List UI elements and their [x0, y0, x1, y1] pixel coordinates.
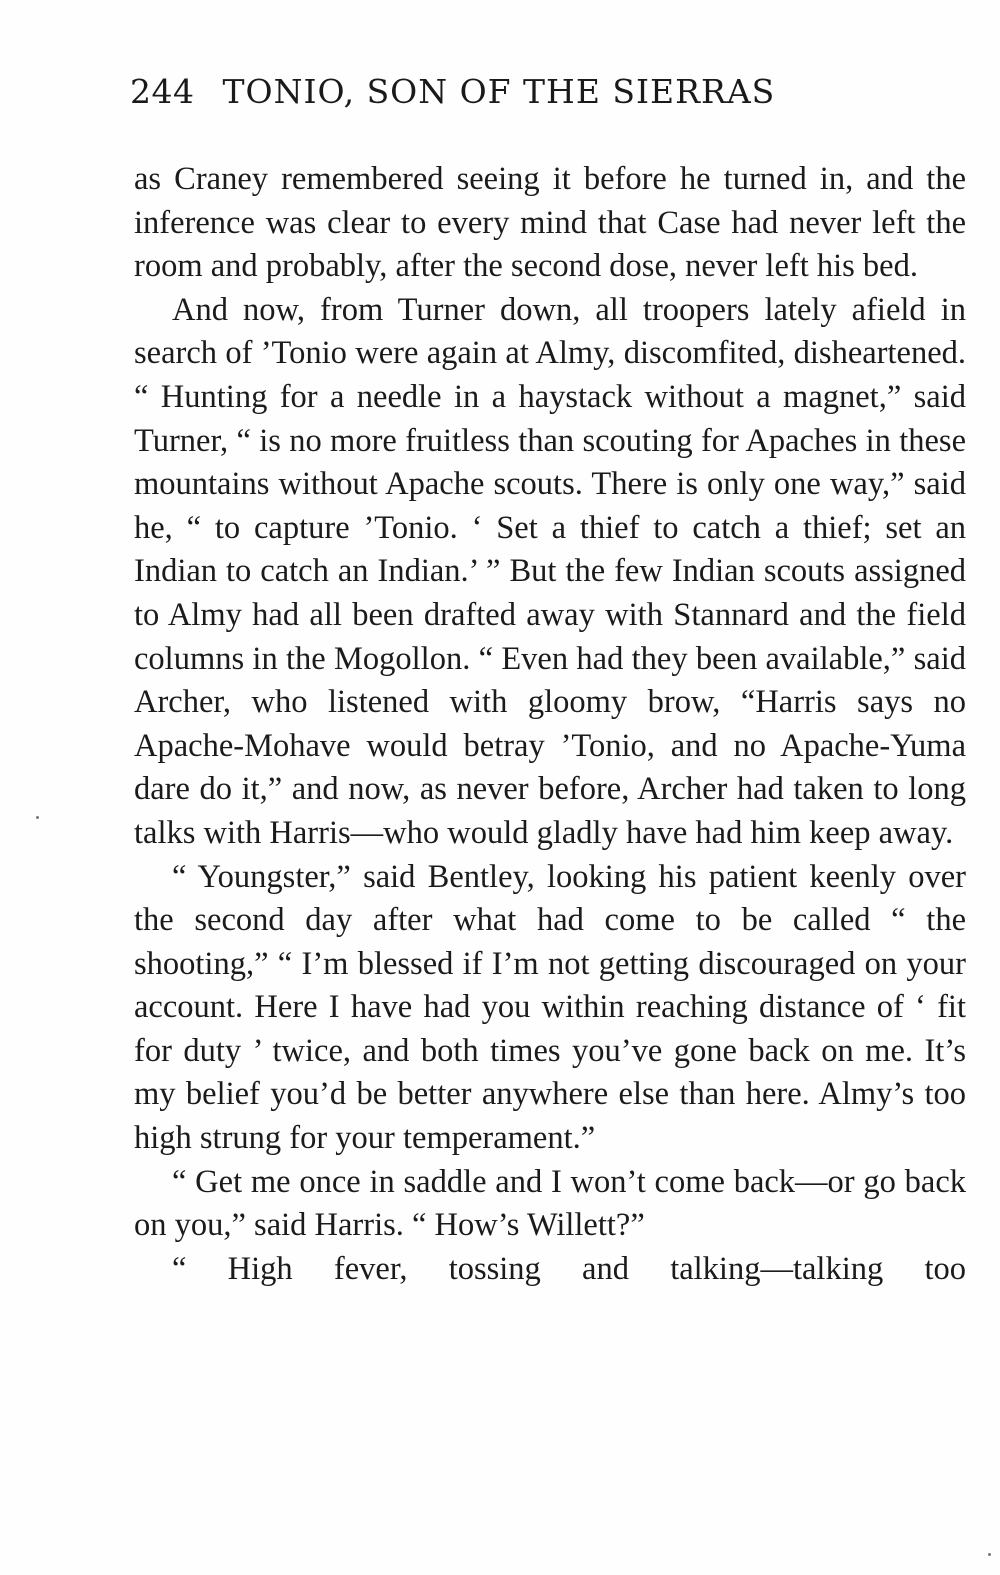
paragraph-2: And now, from Turner down, all troopers lately afield in search of ’Tonio were again at Almy, discomfited, disheartened. “ Hunting for a needle in a haystack without a magnet,” said Turner, “ is no more fruitless than scouting for Apaches in these mountains without Apache scouts. There is only one way,” said he, “ to capture ’Tonio. ‘ Set a thief to catch a thief; set an Indian to catch an Indian.’ ” But the few Indian scouts assigned to Almy had all been drafted away with Stannard and the field columns in the Mogollon. “ Even had they been available,” said Archer, who listened with gloomy brow, “Harris says no Apache-Mohave would betray ’Tonio, and no Apache-Yuma dare do it,” and now, as never before, Archer had taken to long talks with Harris—who would gladly have had him keep away. — [134, 291, 966, 851]
paragraph-3: “ Youngster,” said Bentley, looking his patient keenly over the second day after what had come to be called “ the shooting,” “ I’m blessed if I’m not getting discouraged on your account. Here I have had you within reaching distance of ‘ fit for duty ’ twice, and both times you’ve gone back on me. It’s my belief you’d be better anywhere else than here. Almy’s too high strung for your temperament.” — [134, 858, 966, 1157]
print-speck — [988, 1553, 991, 1556]
body-text — [134, 158, 966, 1291]
paragraph-5: “ High fever, tossing and talking—talking too — [172, 1250, 966, 1287]
running-title: TONIO, SON OF THE SIERRAS — [222, 72, 776, 111]
print-speck — [36, 816, 39, 819]
paragraph-4: “ Get me once in saddle and I won’t come back—or go back on you,” said Harris. “ How’s Willett?” — [134, 1163, 966, 1244]
running-head — [130, 72, 890, 111]
paragraph-1: as Craney remembered seeing it before he turned in, and the inference was clear to every mind that Case had never left the room and probably, after the second dose, never left his bed. — [134, 161, 966, 285]
page-number: 244 — [130, 72, 195, 111]
